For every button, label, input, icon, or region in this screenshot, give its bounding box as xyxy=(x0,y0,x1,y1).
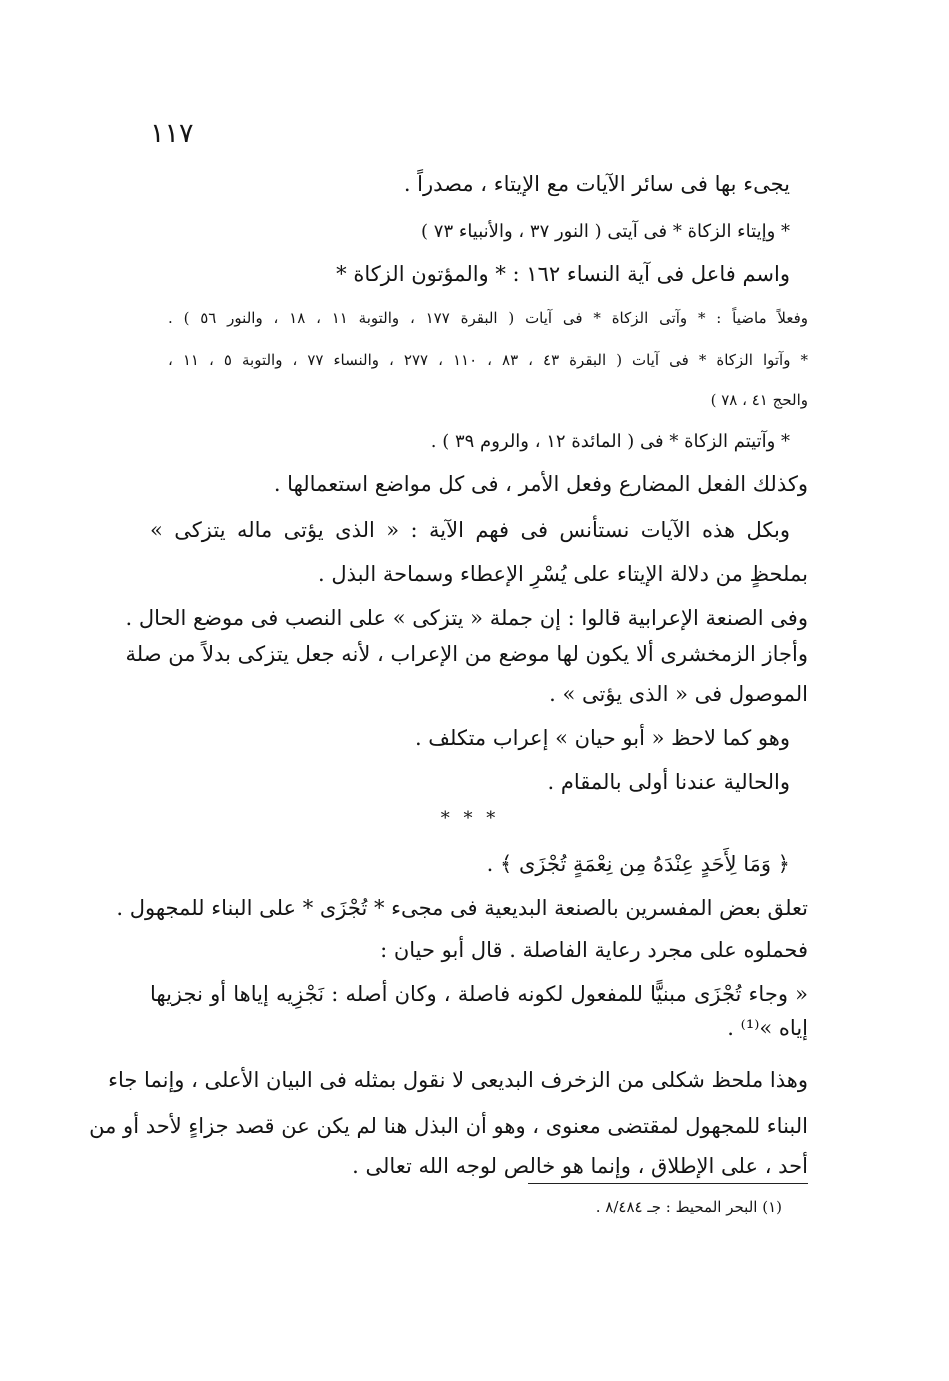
text-line: والحالية عندنا أولى بالمقام . xyxy=(547,770,790,794)
page-number: ١١٧ xyxy=(150,118,194,149)
text-line: البناء للمجهول لمقتضى معنوى ، وهو أن البذل هنا لم يكن عن قصد جزاءٍ لأحد أو من xyxy=(89,1114,808,1138)
footnote-divider xyxy=(528,1183,808,1184)
footnote: (١) البحر المحيط : جـ ٨/٤٨٤ . xyxy=(595,1198,782,1216)
text-line: وفى الصنعة الإعرابية قالوا : إن جملة « يتزكى » على النصب فى موضع الحال . xyxy=(125,606,808,630)
section-separator: * * * xyxy=(440,808,500,829)
text-line: بملحظٍ من دلالة الإيتاء على يُسْرِ الإعطاء وسماحة البذل . xyxy=(317,562,808,586)
text-line: أحد ، على الإطلاق ، وإنما هو خالص لوجه الله تعالى . xyxy=(352,1154,808,1178)
text-line: « وجاء تُجْزَى مبنيًّا للمفعول لكونه فاصلة ، وكان أصله : نَجْزِيه إياها أو نجزيها xyxy=(150,982,808,1006)
text-line: وفعلاً ماضياً : * وآتى الزكاة * فى آيات ( البقرة ١٧٧ ، والتوبة ١١ ، ١٨ ، والنور ٥٦ ) . xyxy=(168,309,809,327)
text-line: وأجاز الزمخشرى ألا يكون لها موضع من الإعراب ، لأنه جعل يتزكى بدلاً من صلة xyxy=(125,642,808,666)
text-line: وبكل هذه الآيات نستأنس فى فهم الآية : « الذى يؤتى ماله يتزكى » xyxy=(150,518,790,542)
text-line: إياه »⁽¹⁾ . xyxy=(727,1016,808,1040)
text-line: * وآتيتم الزكاة * فى ( المائدة ١٢ ، والروم ٣٩ ) . xyxy=(430,431,790,452)
text-line: يجىء بها فى سائر الآيات مع الإيتاء ، مصدراً . xyxy=(403,172,790,196)
quran-verse: ﴿ وَمَا لِأَحَدٍ عِنْدَهُ مِن نِعْمَةٍ تُجْزَى ﴾ . xyxy=(486,852,790,876)
text-line: فحملوه على مجرد رعاية الفاصلة . قال أبو حيان : xyxy=(380,938,808,962)
text-line: * وآتوا الزكاة * فى آيات ( البقرة ٤٣ ، ٨٣ ، ١١٠ ، ٢٧٧ ، والنساء ٧٧ ، والتوبة ٥ ، ١١ ، xyxy=(168,351,808,369)
text-line: واسم فاعل فى آية النساء ١٦٢ : * والمؤتون الزكاة * xyxy=(336,262,790,286)
text-line: وهو كما لاحظ « أبو حيان » إعراب متكلف . xyxy=(414,726,790,750)
text-line: وهذا ملحظ شكلى من الزخرف البديعى لا نقول بمثله فى البيان الأعلى ، وإنما جاء xyxy=(108,1068,808,1092)
text-line: * وإيتاء الزكاة * فى آيتى ( النور ٣٧ ، والأنبياء ٧٣ ) xyxy=(421,221,790,242)
text-line: تعلق بعض المفسرين بالصنعة البديعية فى مجىء * تُجْزَى * على البناء للمجهول . xyxy=(116,896,808,920)
text-line: وكذلك الفعل المضارع وفعل الأمر ، فى كل مواضع استعمالها . xyxy=(273,472,808,496)
text-line: والحج ٤١ ، ٧٨ ) xyxy=(710,391,808,409)
text-line: الموصول فى « الذى يؤتى » . xyxy=(549,682,808,706)
